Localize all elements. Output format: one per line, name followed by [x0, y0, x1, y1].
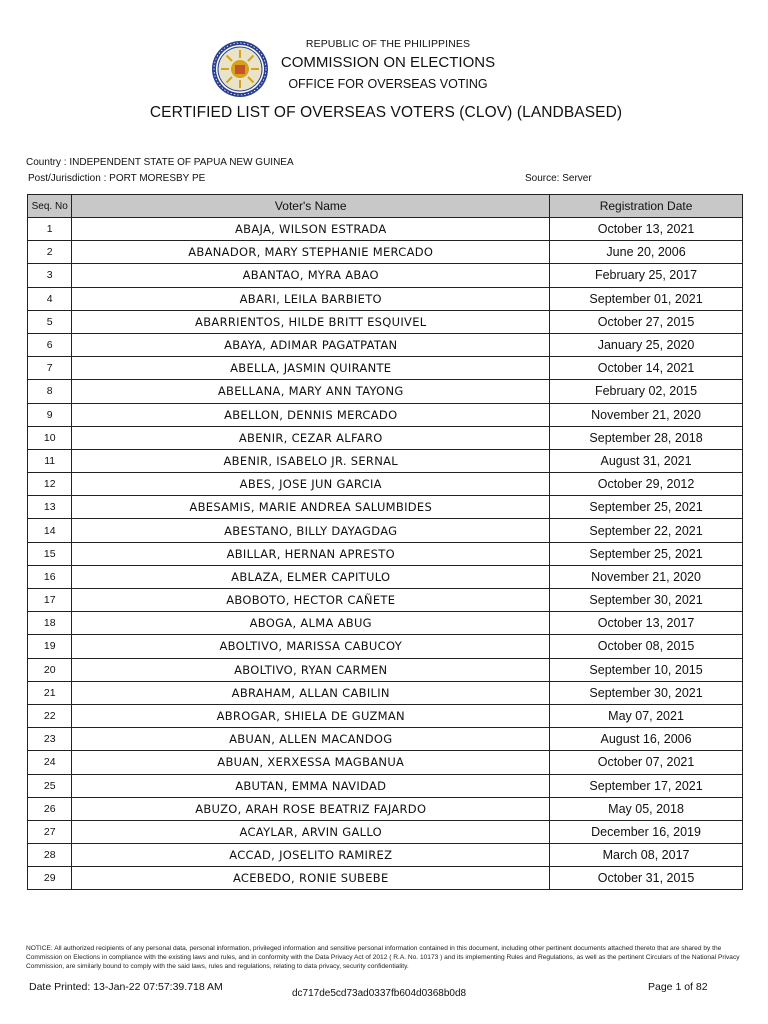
seq-cell: 8	[28, 380, 72, 403]
voter-name-cell: ABESAMIS, MARIE ANDREA SALUMBIDES	[72, 496, 550, 519]
page-number: Page 1 of 82	[648, 981, 708, 993]
date-printed: Date Printed: 13-Jan-22 07:57:39.718 AM	[29, 981, 223, 993]
table-row	[28, 681, 743, 704]
registration-date-cell: September 30, 2021	[550, 589, 743, 612]
registration-date-cell: May 07, 2021	[550, 704, 743, 727]
voter-name-cell: ABENIR, CEZAR ALFARO	[72, 426, 550, 449]
country-label: Country : INDEPENDENT STATE OF PAPUA NEW GUINEA	[26, 157, 294, 168]
column-header-seq: Seq. No	[28, 195, 72, 218]
privacy-notice: NOTICE: All authorized recipients of any personal data, personal information, privileged information and sensitive personal information contained in this document, including other pertinent documents attached thereto that are shared by the Commission on Elections in compliance with the existing laws and rules, and in conformity with the Data Privacy Act of 2012 ( R.A. No. 10173 ) and its implementing Rules and Regulations, as well as the pertinent Circulars of the National Privacy Commission, are similarly bound to comply with the said laws, rules and regulations, relating to data privacy, security confidentiality.	[26, 945, 740, 970]
seq-cell: 28	[28, 844, 72, 867]
voter-name-cell: ACEBEDO, RONIE SUBEBE	[72, 867, 550, 890]
table-row	[28, 449, 743, 472]
republic-heading: REPUBLIC OF THE PHILIPPINES	[305, 38, 471, 50]
seq-cell: 1	[28, 218, 72, 241]
table-row	[28, 751, 743, 774]
table-row	[28, 241, 743, 264]
voter-name-cell: ABELLA, JASMIN QUIRANTE	[72, 357, 550, 380]
table-row	[28, 589, 743, 612]
voter-name-cell: ABUTAN, EMMA NAVIDAD	[72, 774, 550, 797]
seq-cell: 9	[28, 403, 72, 426]
table-row	[28, 797, 743, 820]
registration-date-cell: October 08, 2015	[550, 635, 743, 658]
registration-date-cell: September 28, 2018	[550, 426, 743, 449]
table-row	[28, 333, 743, 356]
table-row	[28, 844, 743, 867]
voter-name-cell: ABAYA, ADIMAR PAGATPATAN	[72, 333, 550, 356]
seq-cell: 24	[28, 751, 72, 774]
seq-cell: 6	[28, 333, 72, 356]
registration-date-cell: June 20, 2006	[550, 241, 743, 264]
voter-name-cell: ABARRIENTOS, HILDE BRITT ESQUIVEL	[72, 310, 550, 333]
table-row	[28, 496, 743, 519]
table-row	[28, 867, 743, 890]
voter-name-cell: ABOLTIVO, MARISSA CABUCOY	[72, 635, 550, 658]
voter-name-cell: ABANADOR, MARY STEPHANIE MERCADO	[72, 241, 550, 264]
seq-cell: 5	[28, 310, 72, 333]
seq-cell: 13	[28, 496, 72, 519]
voter-name-cell: ABOGA, ALMA ABUG	[72, 612, 550, 635]
registration-date-cell: February 02, 2015	[550, 380, 743, 403]
office-heading: OFFICE FOR OVERSEAS VOTING	[288, 77, 488, 91]
voter-name-cell: ABUAN, ALLEN MACANDOG	[72, 728, 550, 751]
registration-date-cell: November 21, 2020	[550, 565, 743, 588]
table-row	[28, 287, 743, 310]
voter-name-cell: ABELLON, DENNIS MERCADO	[72, 403, 550, 426]
table-row	[28, 264, 743, 287]
seq-cell: 14	[28, 519, 72, 542]
source-label: Source: Server	[525, 173, 592, 184]
seq-cell: 10	[28, 426, 72, 449]
voter-name-cell: ABESTANO, BILLY DAYAGDAG	[72, 519, 550, 542]
registration-date-cell: August 16, 2006	[550, 728, 743, 751]
table-row	[28, 635, 743, 658]
registration-date-cell: October 13, 2021	[550, 218, 743, 241]
seq-cell: 19	[28, 635, 72, 658]
seq-cell: 29	[28, 867, 72, 890]
voter-name-cell: ABUAN, XERXESSA MAGBANUA	[72, 751, 550, 774]
post-jurisdiction-label: Post/Jurisdiction : PORT MORESBY PE	[28, 173, 206, 184]
registration-date-cell: October 14, 2021	[550, 357, 743, 380]
seq-cell: 17	[28, 589, 72, 612]
registration-date-cell: October 07, 2021	[550, 751, 743, 774]
table-row	[28, 612, 743, 635]
registration-date-cell: September 22, 2021	[550, 519, 743, 542]
seq-cell: 15	[28, 542, 72, 565]
table-row	[28, 357, 743, 380]
registration-date-cell: December 16, 2019	[550, 820, 743, 843]
registration-date-cell: September 10, 2015	[550, 658, 743, 681]
seq-cell: 20	[28, 658, 72, 681]
registration-date-cell: January 25, 2020	[550, 333, 743, 356]
seq-cell: 25	[28, 774, 72, 797]
voter-name-cell: ABRAHAM, ALLAN CABILIN	[72, 681, 550, 704]
voters-table	[27, 194, 743, 890]
registration-date-cell: November 21, 2020	[550, 403, 743, 426]
voter-name-cell: ABES, JOSE JUN GARCIA	[72, 473, 550, 496]
table-row	[28, 774, 743, 797]
voters-table-body	[28, 218, 743, 890]
seq-cell: 18	[28, 612, 72, 635]
document-title: CERTIFIED LIST OF OVERSEAS VOTERS (CLOV) (LANDBASED)	[149, 104, 623, 121]
table-row	[28, 565, 743, 588]
seq-cell: 3	[28, 264, 72, 287]
voter-name-cell: ABAJA, WILSON ESTRADA	[72, 218, 550, 241]
voter-name-cell: ACAYLAR, ARVIN GALLO	[72, 820, 550, 843]
voter-name-cell: ABELLANA, MARY ANN TAYONG	[72, 380, 550, 403]
voter-name-cell: ABANTAO, MYRA ABAO	[72, 264, 550, 287]
seq-cell: 2	[28, 241, 72, 264]
voter-name-cell: ABOLTIVO, RYAN CARMEN	[72, 658, 550, 681]
table-row	[28, 820, 743, 843]
seq-cell: 26	[28, 797, 72, 820]
voter-name-cell: ABARI, LEILA BARBIETO	[72, 287, 550, 310]
registration-date-cell: May 05, 2018	[550, 797, 743, 820]
column-header-date: Registration Date	[550, 195, 743, 218]
seq-cell: 11	[28, 449, 72, 472]
table-row	[28, 658, 743, 681]
registration-date-cell: October 27, 2015	[550, 310, 743, 333]
table-row	[28, 426, 743, 449]
table-row	[28, 310, 743, 333]
registration-date-cell: October 31, 2015	[550, 867, 743, 890]
registration-date-cell: February 25, 2017	[550, 264, 743, 287]
table-row	[28, 473, 743, 496]
seq-cell: 21	[28, 681, 72, 704]
column-header-name: Voter's Name	[72, 195, 550, 218]
registration-date-cell: September 30, 2021	[550, 681, 743, 704]
seq-cell: 22	[28, 704, 72, 727]
seq-cell: 4	[28, 287, 72, 310]
table-row	[28, 704, 743, 727]
seq-cell: 12	[28, 473, 72, 496]
voter-name-cell: ACCAD, JOSELITO RAMIREZ	[72, 844, 550, 867]
seq-cell: 7	[28, 357, 72, 380]
voter-name-cell: ABILLAR, HERNAN APRESTO	[72, 542, 550, 565]
registration-date-cell: September 01, 2021	[550, 287, 743, 310]
voter-name-cell: ABOBOTO, HECTOR CAÑETE	[72, 589, 550, 612]
voter-name-cell: ABUZO, ARAH ROSE BEATRIZ FAJARDO	[72, 797, 550, 820]
registration-date-cell: October 13, 2017	[550, 612, 743, 635]
seq-cell: 27	[28, 820, 72, 843]
voter-name-cell: ABLAZA, ELMER CAPITULO	[72, 565, 550, 588]
table-header-row	[28, 195, 743, 218]
table-row	[28, 728, 743, 751]
registration-date-cell: September 25, 2021	[550, 542, 743, 565]
seq-cell: 23	[28, 728, 72, 751]
table-row	[28, 542, 743, 565]
table-row	[28, 218, 743, 241]
registration-date-cell: October 29, 2012	[550, 473, 743, 496]
document-hash: dc717de5cd73ad0337fb604d0368b0d8	[292, 988, 467, 999]
registration-date-cell: September 17, 2021	[550, 774, 743, 797]
voter-name-cell: ABROGAR, SHIELA DE GUZMAN	[72, 704, 550, 727]
table-row	[28, 380, 743, 403]
seq-cell: 16	[28, 565, 72, 588]
registration-date-cell: March 08, 2017	[550, 844, 743, 867]
table-row	[28, 519, 743, 542]
registration-date-cell: August 31, 2021	[550, 449, 743, 472]
registration-date-cell: September 25, 2021	[550, 496, 743, 519]
table-row	[28, 403, 743, 426]
agency-heading: COMMISSION ON ELECTIONS	[280, 54, 496, 71]
voter-name-cell: ABENIR, ISABELO JR. SERNAL	[72, 449, 550, 472]
